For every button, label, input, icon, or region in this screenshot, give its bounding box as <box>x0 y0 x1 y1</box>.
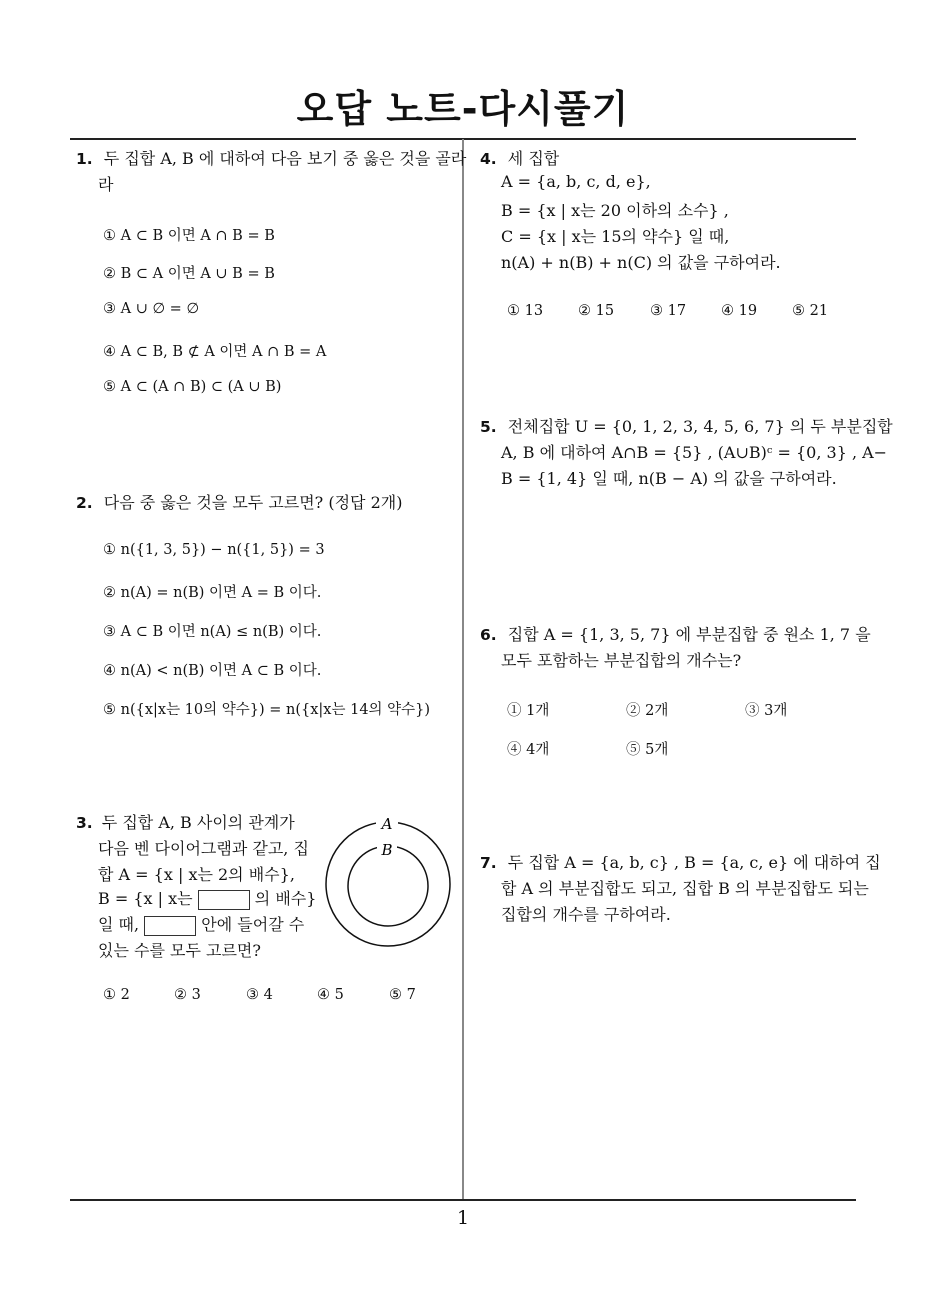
question-text-line: 합 A 의 부분집합도 되고, 집합 B 의 부분집합도 되는 <box>501 879 869 898</box>
option-2: ② n(A) = n(B) 이면 A = B 이다. <box>103 585 322 601</box>
question-text-line: B = {x | x는 <box>98 889 193 908</box>
question-text-line: A = {a, b, c, d, e}, <box>501 172 651 191</box>
question-text-line: 모두 포함하는 부분집합의 개수는? <box>501 651 742 670</box>
question-text: 다음 중 옳은 것을 모두 고르면? (정답 2개) <box>103 493 403 512</box>
option-2: ② 15 <box>578 303 615 319</box>
question-number: 6. <box>480 626 497 644</box>
question-text-continued: 라 <box>98 175 114 194</box>
option-4: ④ A ⊂ B, B ⊄ A 이면 A ∩ B = A <box>103 344 327 360</box>
venn-label-a: A <box>381 815 393 833</box>
question-text-line: 의 배수} <box>254 889 317 908</box>
question-number: 1. <box>76 150 93 168</box>
option-5: ⑤ 21 <box>792 303 829 319</box>
option-3: ③ 17 <box>650 303 687 319</box>
column-divider <box>462 139 464 1200</box>
question-text-line: 집합의 개수를 구하여라. <box>501 905 671 924</box>
option-1: ① 1개 <box>507 703 550 719</box>
question-text-line: 안에 들어갈 수 <box>201 915 305 934</box>
page-title: 오답 노트-다시풀기 <box>296 87 630 131</box>
option-1: ① n({1, 3, 5}) − n({1, 5}) = 3 <box>103 542 325 558</box>
question-text-line: B = {x | x는 20 이하의 소수} , <box>501 201 729 220</box>
option-5: ⑤ 5개 <box>626 742 669 758</box>
venn-label-b: B <box>381 841 393 859</box>
question-number: 3. <box>76 814 93 832</box>
option-1: ① 2 <box>103 987 130 1003</box>
option-5: ⑤ A ⊂ (A ∩ B) ⊂ (A ∪ B) <box>103 379 282 395</box>
question-text: 세 집합 <box>507 149 560 168</box>
option-4: ④ 4개 <box>507 742 550 758</box>
question-text-line: A, B 에 대하여 A∩B = {5} , (A∪B)ᶜ = {0, 3} , A− <box>501 443 888 462</box>
question-text-line: 다음 벤 다이어그램과 같고, 집 <box>98 839 309 858</box>
question-text: 전체집합 U = {0, 1, 2, 3, 4, 5, 6, 7} 의 두 부분집합 <box>507 417 893 436</box>
option-4: ④ 19 <box>721 303 758 319</box>
question-number: 5. <box>480 418 497 436</box>
question-text-line: n(A) + n(B) + n(C) 의 값을 구하여라. <box>501 253 781 272</box>
option-1: ① A ⊂ B 이면 A ∩ B = B <box>103 228 275 244</box>
question-text: 집합 A = {1, 3, 5, 7} 에 부분집합 중 원소 1, 7 을 <box>507 625 871 644</box>
page-number: 1 <box>456 1207 470 1229</box>
footer-rule <box>70 1199 856 1201</box>
answer-blank-box <box>144 916 196 936</box>
question-text: 두 집합 A = {a, b, c} , B = {a, c, e} 에 대하여 집 <box>507 853 881 872</box>
option-4: ④ 5 <box>317 987 344 1003</box>
question-text: 두 집합 A, B 에 대하여 다음 보기 중 옳은 것을 골라 <box>103 149 467 168</box>
question-number: 4. <box>480 150 497 168</box>
option-3: ③ A ⊂ B 이면 n(A) ≤ n(B) 이다. <box>103 624 322 640</box>
venn-diagram <box>318 812 463 957</box>
option-4: ④ n(A) < n(B) 이면 A ⊂ B 이다. <box>103 663 322 679</box>
option-5: ⑤ n({x|x는 10의 약수}) = n({x|x는 14의 약수}) <box>103 702 431 718</box>
question-text-line: C = {x | x는 15의 약수} 일 때, <box>501 227 730 246</box>
question-text-line: 일 때, <box>98 915 140 934</box>
question-text-line: 있는 수를 모두 고르면? <box>98 941 261 960</box>
question-text: 두 집합 A, B 사이의 관계가 <box>101 813 295 832</box>
question-number: 7. <box>480 854 497 872</box>
question-text-line: B = {1, 4} 일 때, n(B − A) 의 값을 구하여라. <box>501 469 837 488</box>
option-2: ② 2개 <box>626 703 669 719</box>
question-number: 2. <box>76 494 93 512</box>
option-5: ⑤ 7 <box>389 987 416 1003</box>
option-3: ③ 3개 <box>745 703 788 719</box>
question-text-line: 합 A = {x | x는 2의 배수}, <box>98 865 295 884</box>
option-2: ② B ⊂ A 이면 A ∪ B = B <box>103 266 275 282</box>
option-3: ③ 4 <box>246 987 273 1003</box>
option-1: ① 13 <box>507 303 544 319</box>
answer-blank-box <box>198 890 250 910</box>
option-2: ② 3 <box>174 987 201 1003</box>
option-3: ③ A ∪ ∅ = ∅ <box>103 301 200 317</box>
